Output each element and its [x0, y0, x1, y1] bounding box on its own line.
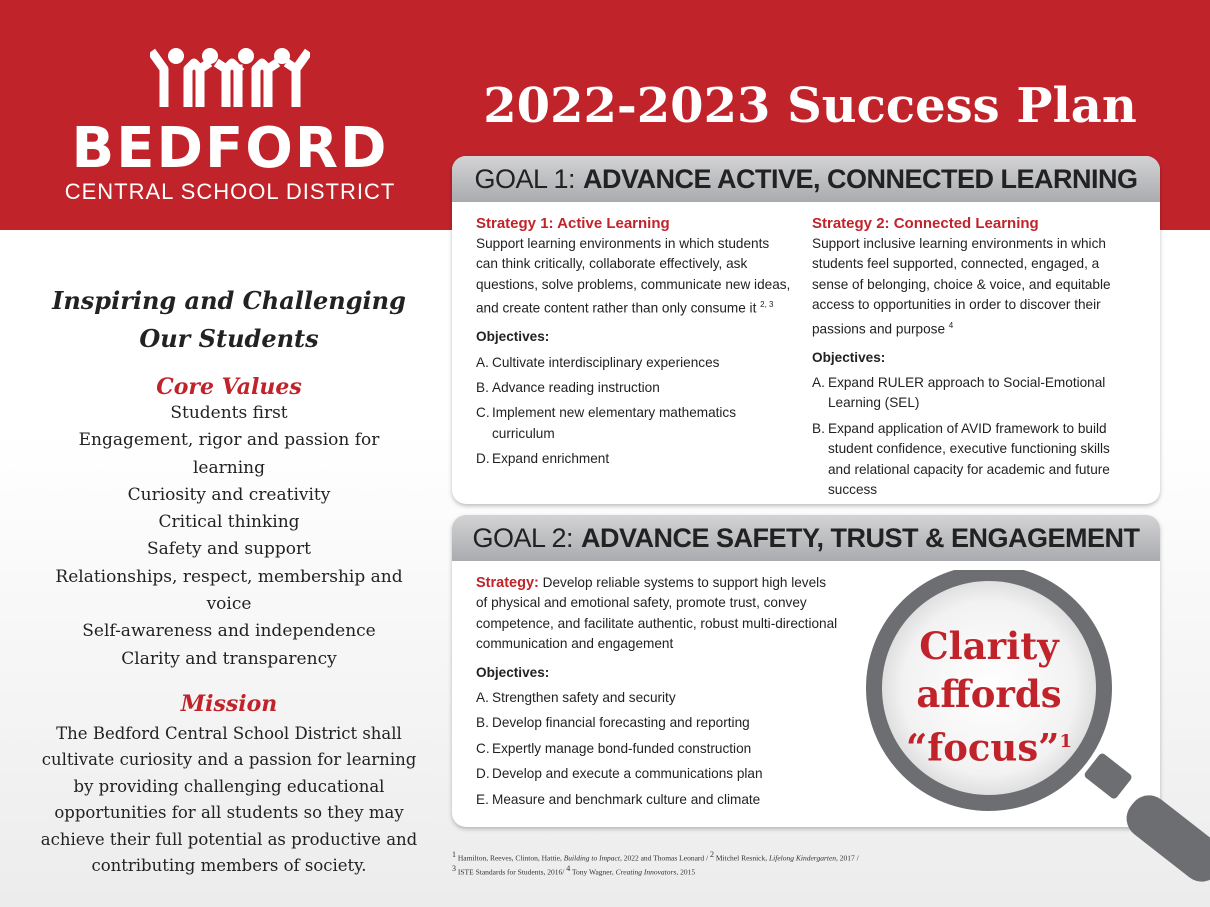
mission-statement: The Bedford Central School District shall cultivate curiosity and a passion for learning by providing challenging educational opportunities for all students so they may achieve their full potential as productive and contributing members of society.: [40, 723, 418, 876]
focus-ref: 1: [1059, 731, 1072, 752]
core-value-item: Self-awareness and independence: [82, 621, 376, 642]
objectives-label: Objectives:: [476, 664, 550, 680]
strategy-1-title: Strategy 1: Active Learning: [476, 215, 670, 232]
focus-callout: [893, 622, 1085, 771]
core-values-heading: Core Values: [156, 374, 302, 400]
objective-item: B. Advance reading instruction: [476, 379, 660, 395]
objective-item: A. Cultivate interdisciplinary experiences: [476, 354, 720, 370]
objective-item: A. Strengthen safety and security: [476, 690, 676, 706]
objectives-label: Objectives:: [812, 349, 886, 365]
objective-item: C. Implement new elementary mathematics curriculum: [476, 405, 737, 441]
objective-item: B. Expand application of AVID framework to build student confidence, executive functioning skills and relational capacity for academic and future success: [812, 420, 1110, 497]
core-value-item: Relationships, respect, membership and voice: [55, 566, 403, 615]
objectives-label: Objectives:: [476, 329, 550, 345]
strategy-2: [812, 214, 1128, 504]
strategy-2-text: Support inclusive learning environments in which students feel supported, connected, engaged, a sense of belonging, choice & voice, and equitable access to opportunities in order to discover their passions and purpose $^4$: [812, 236, 1111, 337]
core-value-item: Safety and support: [147, 539, 311, 560]
strategy-1-ref: 2, 3: [760, 300, 774, 310]
goal-2-strategy-text: Strategy: Develop reliable systems to support high levels of physical and emotional safety, promote trust, convey competence, and facilitate authentic, robust multi-directional communication and engagement: [476, 575, 838, 652]
goal-1-header: [452, 156, 1160, 202]
goal-1-label: GOAL 1:: [474, 163, 575, 194]
objective-item: A. Expand RULER approach to Social-Emotional Learning (SEL): [812, 374, 1106, 411]
core-value-item: Critical thinking: [158, 512, 300, 533]
family-figures-icon: [150, 45, 310, 107]
district-subtitle: CENTRAL SCHOOL DISTRICT: [64, 179, 396, 204]
goal-2-label: GOAL 2:: [472, 522, 573, 553]
goal-1-title: ADVANCE ACTIVE, CONNECTED LEARNING: [583, 163, 1138, 194]
focus-line-2: affords: [916, 672, 1062, 716]
core-value-item: Engagement, rigor and passion for learning: [78, 430, 380, 478]
goal-2-header: [452, 515, 1160, 561]
objective-item: D. Expand enrichment: [476, 451, 610, 467]
goal-2-strategy-label: Strategy:: [476, 575, 539, 591]
footnote-line-2: $^3$ ISTE Standards for Students, 2016/ $^4$ Tony Wagner, Creating Innovators, 2015: [452, 863, 696, 876]
strategy-1: [476, 214, 792, 470]
strategy-2-ref: 4: [948, 320, 954, 330]
tagline-line-1: Inspiring and Challenging: [52, 286, 406, 315]
objective-item: E. Measure and benchmark culture and climate: [476, 791, 761, 807]
tagline-line-2: Our Students: [139, 324, 319, 353]
district-name: BEDFORD: [71, 116, 389, 181]
goal-2-strategy: [476, 573, 841, 810]
strategy-1-text: Support learning environments in which students can think critically, collaborate effectively, ask questions, solve problems, communicate new ideas, and create content rather than only consume it $^{2, 3}$: [476, 236, 791, 316]
goal-2-title: ADVANCE SAFETY, TRUST & ENGAGEMENT: [581, 522, 1140, 553]
strategy-2-title: Strategy 2: Connected Learning: [812, 215, 1039, 232]
page-title: 2022-2023 Success Plan: [483, 78, 1137, 134]
left-column: [40, 282, 418, 880]
footnote-line-1: $^1$ Hamilton, Reeves, Clinton, Hattie, Building to Impact, 2022 and Thomas Leonard / $^2$ Mitchel Resnick, Lifelong Kindergarten, 2017 /: [452, 850, 859, 863]
focus-line-1: Clarity: [919, 624, 1059, 668]
objective-item: D. Develop and execute a communications plan: [476, 766, 763, 782]
objective-item: B. Develop financial forecasting and reporting: [476, 715, 750, 731]
objective-item: C. Expertly manage bond-funded construction: [476, 740, 752, 756]
focus-line-3: “focus”$^1$: [906, 725, 1072, 770]
core-value-item: Students first: [170, 403, 288, 423]
mission-heading: Mission: [180, 690, 278, 717]
core-value-item: Clarity and transparency: [121, 648, 337, 669]
goal-1-card: [452, 156, 1160, 504]
district-logo: [60, 45, 400, 205]
core-value-item: Curiosity and creativity: [127, 484, 331, 505]
footnotes: [452, 850, 952, 877]
